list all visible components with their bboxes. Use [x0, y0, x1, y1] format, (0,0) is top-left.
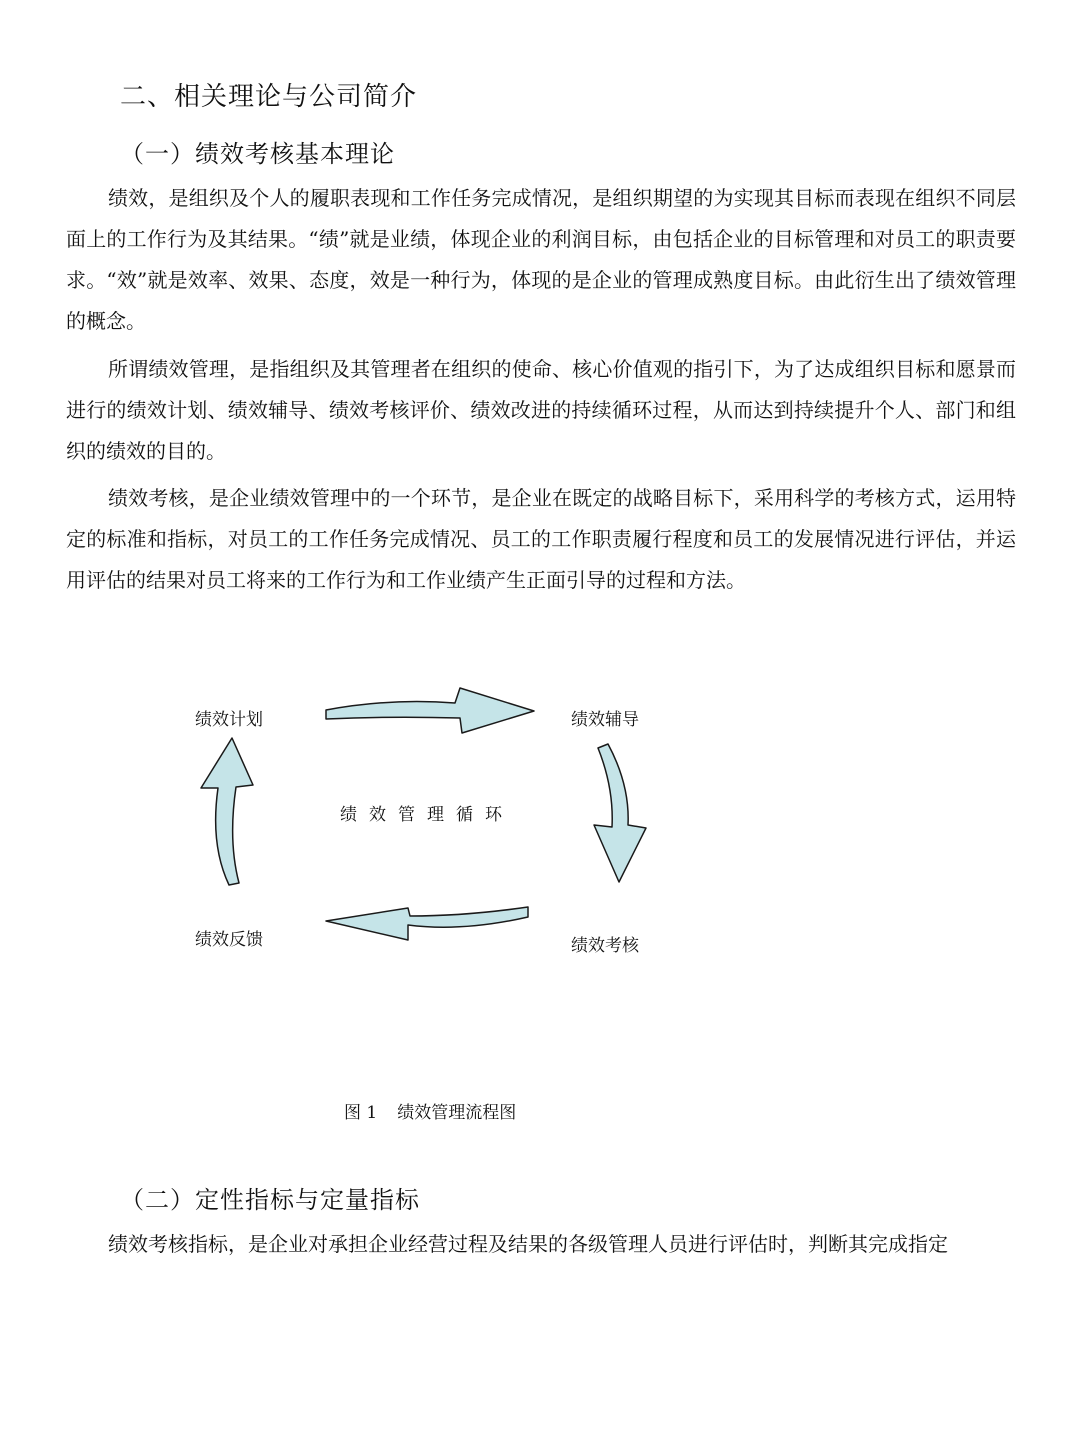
arrow-assess-to-feedback — [326, 907, 528, 940]
node-plan-label: 绩效计划 — [195, 710, 263, 730]
paragraph-performance-management: 所谓绩效管理，是指组织及其管理者在组织的使命、核心价值观的指引下，为了达成组织目标和愿景而进行的绩效计划、绩效辅导、绩效考核评价、绩效改进的持续循环过程，从而达到持续提升个人、部门和组织的绩效的目的。 — [66, 357, 1016, 463]
arrow-coach-to-assess — [594, 744, 646, 882]
arrow-plan-to-coach — [326, 688, 534, 733]
subsection-title-performance-theory: （一）绩效考核基本理论 — [120, 140, 395, 168]
figure-caption-text: 绩效管理流程图 — [397, 1103, 517, 1123]
cycle-center-label: 绩效管理循环 — [340, 805, 514, 825]
paragraph-performance-appraisal: 绩效考核，是企业绩效管理中的一个环节，是企业在既定的战略目标下，采用科学的考核方式，运用特定的标准和指标，对员工的工作任务完成情况、员工的工作职责履行程度和员工的发展情况进行评估，并运用评估的结果对员工将来的工作行为和工作业绩产生正面引导的过程和方法。 — [66, 486, 1016, 592]
figure-caption-number: 图 1 — [344, 1103, 378, 1123]
arrow-feedback-to-plan — [201, 738, 253, 885]
node-coach-label: 绩效辅导 — [571, 710, 639, 730]
section-title: 二、相关理论与公司简介 — [120, 82, 418, 112]
figure-caption — [344, 1098, 516, 1123]
cycle-arrows — [0, 660, 1080, 1000]
node-assess-label: 绩效考核 — [571, 936, 639, 956]
subsection-title-indicators: （二）定性指标与定量指标 — [120, 1186, 420, 1214]
node-feedback-label: 绩效反馈 — [195, 930, 263, 950]
performance-cycle-diagram — [0, 660, 1080, 1000]
paragraph-performance-definition: 绩效，是组织及个人的履职表现和工作任务完成情况，是组织期望的为实现其目标而表现在组织不同层面上的工作行为及其结果。“绩”就是业绩，体现企业的利润目标，由包括企业的目标管理和对员工的职责要求。“效”就是效率、效果、态度，效是一种行为，体现的是企业的管理成熟度目标。由此衍生出了绩效管理的概念。 — [66, 186, 1016, 333]
paragraph-appraisal-indicators: 绩效考核指标，是企业对承担企业经营过程及结果的各级管理人员进行评估时，判断其完成指定 — [108, 1232, 948, 1256]
